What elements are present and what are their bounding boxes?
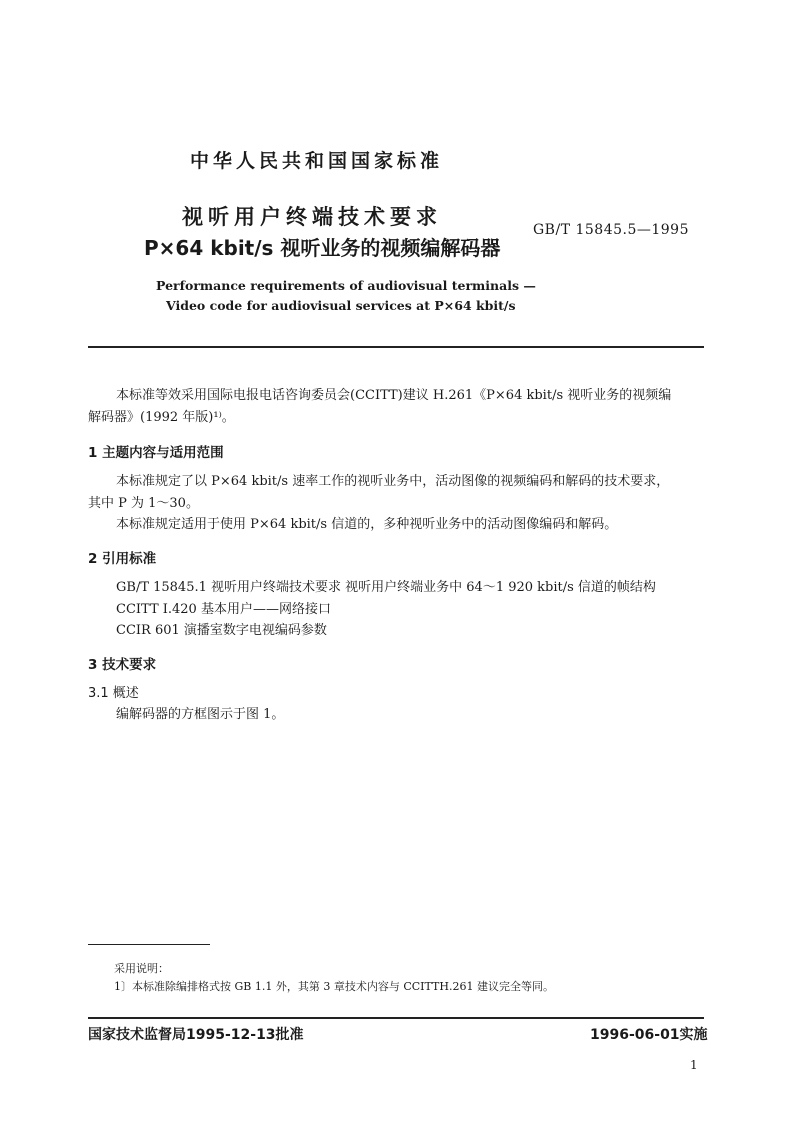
section-1-para-2: 本标准规定适用于使用 P×64 kbit/s 信道的，多种视听业务中的活动图像编码和解码。	[116, 517, 618, 532]
reference-item: CCIR 601 演播室数字电视编码参数	[116, 623, 327, 638]
section-3-1-heading: 3.1 概述	[88, 686, 139, 701]
section-1-para-1-line-1: 本标准规定了以 P×64 kbit/s 速率工作的视听业务中，活动图像的视频编码和解码的技术要求，	[116, 474, 670, 489]
section-1-heading: 1 主题内容与适用范围	[88, 445, 224, 461]
footnote-label: 采用说明：	[114, 962, 169, 975]
reference-item: CCITT I.420 基本用户——网络接口	[116, 602, 331, 617]
section-3-1-text: 编解码器的方框图示于图 1。	[116, 707, 285, 722]
title-line-1: 视听用户终端技术要求	[182, 205, 442, 229]
footnote-text: 1〕本标准除编排格式按 GB 1.1 外，其第 3 章技术内容与 CCITTH.261 建议完全等同。	[114, 980, 554, 993]
english-title-line-2: Video code for audiovisual services at P×64 kbit/s	[166, 298, 516, 313]
standard-number: GB/T 15845.5—1995	[533, 222, 689, 238]
footer-divider	[88, 1017, 704, 1019]
title-line-2: P×64 kbit/s 视听业务的视频编解码器	[144, 236, 501, 260]
intro-line-1: 本标准等效采用国际电报电话咨询委员会(CCITT)建议 H.261《P×64 kbit/s 视听业务的视频编	[116, 388, 672, 403]
page-number: 1	[690, 1058, 698, 1072]
reference-item: GB/T 15845.1 视听用户终端技术要求 视听用户终端业务中 64～1 920 kbit/s 信道的帧结构	[116, 580, 656, 595]
header-divider	[88, 346, 704, 348]
national-standard-label: 中华人民共和国国家标准	[190, 150, 444, 172]
implementation-date: 1996-06-01实施	[590, 1027, 708, 1043]
english-title-line-1: Performance requirements of audiovisual terminals —	[156, 278, 536, 293]
intro-line-2: 解码器》(1992 年版)¹⁾。	[88, 410, 235, 425]
section-3-heading: 3 技术要求	[88, 657, 157, 673]
section-1-para-1-line-2: 其中 P 为 1～30。	[88, 496, 199, 511]
section-2-heading: 2 引用标准	[88, 551, 157, 567]
footnote-divider	[88, 944, 210, 945]
approval-line: 国家技术监督局1995-12-13批准	[88, 1027, 304, 1043]
